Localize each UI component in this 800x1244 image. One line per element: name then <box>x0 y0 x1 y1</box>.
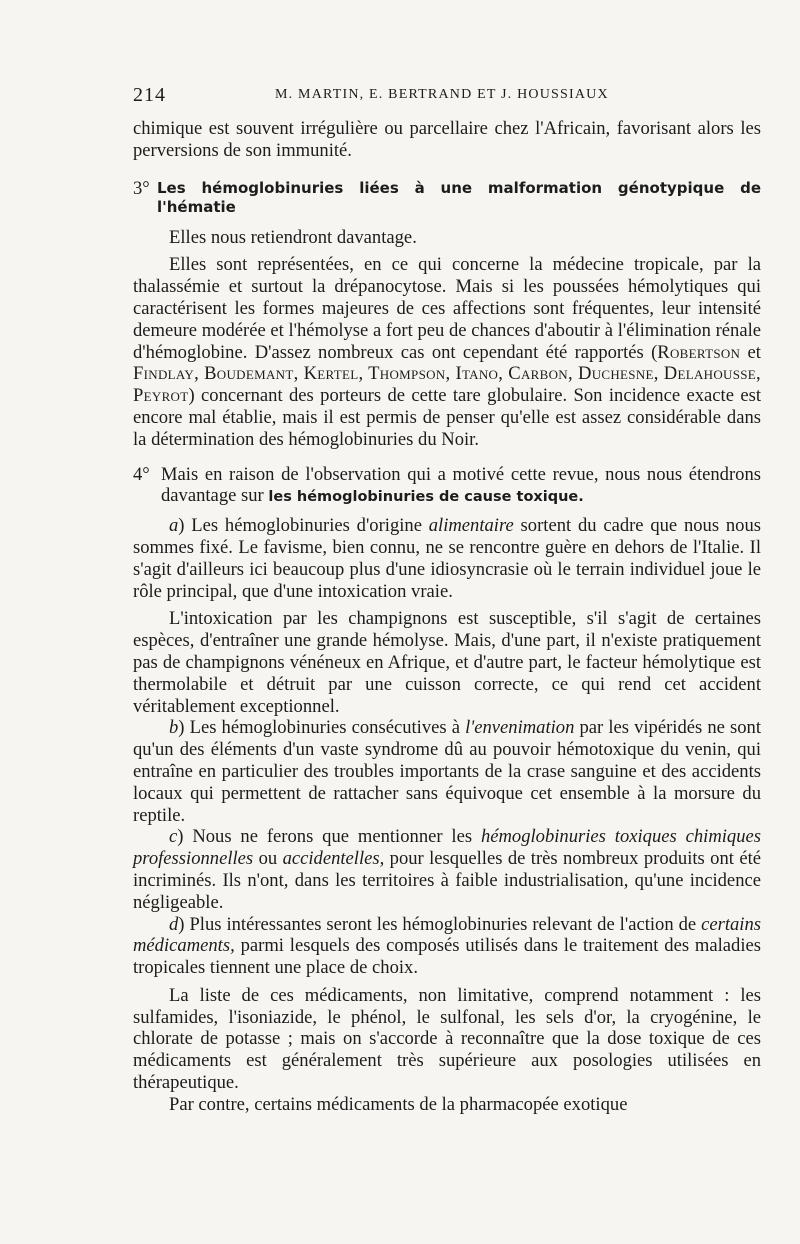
item-a-label: a <box>169 515 179 537</box>
running-head: M. MARTIN, E. BERTRAND ET J. HOUSSIAUX <box>275 87 609 102</box>
item-b-label: b <box>169 717 179 739</box>
body-text <box>133 118 761 1116</box>
paragraph-elles-2-text-2: ) concernant des porteurs de cette tare globulaire. Son incidence exacte est encore mal établie, mais il est permis de penser qu'elle est assez considérable dans la détermination des hémoglobinuries du Noir. <box>133 385 761 450</box>
paragraph-c-text-1: ) Nous ne ferons que mentionner les <box>177 826 481 848</box>
paragraph-par-contre: Par contre, certains médicaments de la pharmacopée exotique <box>169 1093 628 1115</box>
page-header <box>133 84 755 112</box>
paragraph-c-text-3: pour lesquelles de très nombreux produits ont été incriminés. Ils n'ont, dans les territoires à faible industrialisation, qu'une incidence négligeable. <box>133 848 761 913</box>
paragraph-elles-1: Elles nous retiendront davantage. <box>169 226 417 248</box>
paragraph-d <box>133 914 761 979</box>
paragraph-a-text-1: ) Les hémoglobinuries d'origine <box>178 515 429 537</box>
paragraph-d-text-1: ) Plus intéressantes seront les hémoglobinuries relevant de l'action de <box>178 913 702 935</box>
paragraph-d-emphasis: certains médicaments, <box>133 913 761 957</box>
paragraph-c-emphasis-2: accidentelles, <box>282 848 385 870</box>
author-list: Findlay, Boudemant, Kertel, Thompson, Itano, Carbon, Duchesne, Delahousse, Peyrot <box>133 363 761 407</box>
paragraph-b-emphasis: l'envenimation <box>465 717 575 739</box>
author-robertson: Robertson <box>657 341 741 363</box>
paragraph-a <box>133 515 761 602</box>
paragraph-b-text-2: par les vipéridés ne sont qu'un des éléments d'un vaste syndrome dû au pouvoir hémotoxique du venin, qui entraîne en particulier des troubles importants de la crase sanguine et des accidents locaux qui permettent de rattacher sans équivoque cet ensemble à la morsure du reptile. <box>133 717 761 826</box>
paragraph-champignons: L'intoxication par les champignons est susceptible, s'il s'agit de certaines espèces, d'entraîner une grande hémolyse. Mais, d'une part, il n'existe pratiquement pas de champignons vénéneux en Afrique, et d'autre part, le facteur hémolytique est thermolabile et détruit par une cuisson correcte, ce qui rend cet accident véritablement exceptionnel. <box>133 608 761 717</box>
paragraph-b-text-1: ) Les hémoglobinuries consécutives à <box>178 717 466 739</box>
section-3-title: Les hémoglobinuries liées à une malformation génotypique de l'hématie <box>157 178 761 217</box>
section-3-heading <box>133 179 761 218</box>
page-number: 214 <box>133 84 166 106</box>
paragraph-elles-2 <box>133 254 761 450</box>
paragraph-d-text-2: parmi lesquels des composés utilisés dans le traitement des maladies tropicales tiennent une place de choix. <box>133 935 761 979</box>
paragraph-a-text-2: sortent du cadre que nous nous sommes fixé. Le favisme, bien connu, ne se rencontre guère en dehors de l'Italie. Il s'agit d'ailleurs ici beaucoup plus d'une idiosyncrasie où le terrain individuel joue le rôle principal, que d'une intoxication vraie. <box>133 515 761 602</box>
paragraph-elles-2-sep: et <box>740 341 761 363</box>
item-c-label: c <box>169 826 178 848</box>
section-4-emphasis: les hémoglobinuries de cause toxique. <box>268 489 584 506</box>
item-d-label: d <box>169 913 179 935</box>
paragraph-c-text-2: ou <box>253 848 283 870</box>
section-4 <box>133 464 761 510</box>
section-4-text <box>161 464 761 510</box>
paragraph-b <box>133 717 761 826</box>
paragraph-c <box>133 826 761 913</box>
section-3-number: 3° <box>133 177 150 199</box>
section-4-number: 4° <box>133 463 150 485</box>
paragraph-c-emphasis-1: hémoglobinuries toxiques chimiques professionnelles <box>133 826 761 870</box>
paragraph-liste: La liste de ces médicaments, non limitative, comprend notamment : les sulfamides, l'isoniazide, le phénol, le sulfonal, les sels d'or, la cryogénine, le chlorate de potasse ; mais on s'accorde à reconnaître que la dose toxique de ces médicaments est généralement très supérieure aux posologies utilisées en thérapeutique. <box>133 984 761 1094</box>
paragraph-intro: chimique est souvent irrégulière ou parcellaire chez l'Africain, favorisant alors les perversions de son immunité. <box>133 118 761 161</box>
paragraph-elles-2-text-1: Elles sont représentées, en ce qui concerne la médecine tropicale, par la thalassémie et surtout la drépanocytose. Mais si les poussées hémolytiques qui caractérisent les formes majeures de ces affections sont fréquentes, leur intensité demeure modérée et l'hémolyse a fort peu de chances d'aboutir à l'élimination rénale d'hémoglobine. D'assez nombreux cas ont cependant été rapportés ( <box>133 254 761 363</box>
paragraph-a-emphasis: alimentaire <box>428 515 514 537</box>
section-4-lead: Mais en raison de l'observation qui a motivé cette revue, nous nous étendrons davantage sur <box>161 463 761 507</box>
